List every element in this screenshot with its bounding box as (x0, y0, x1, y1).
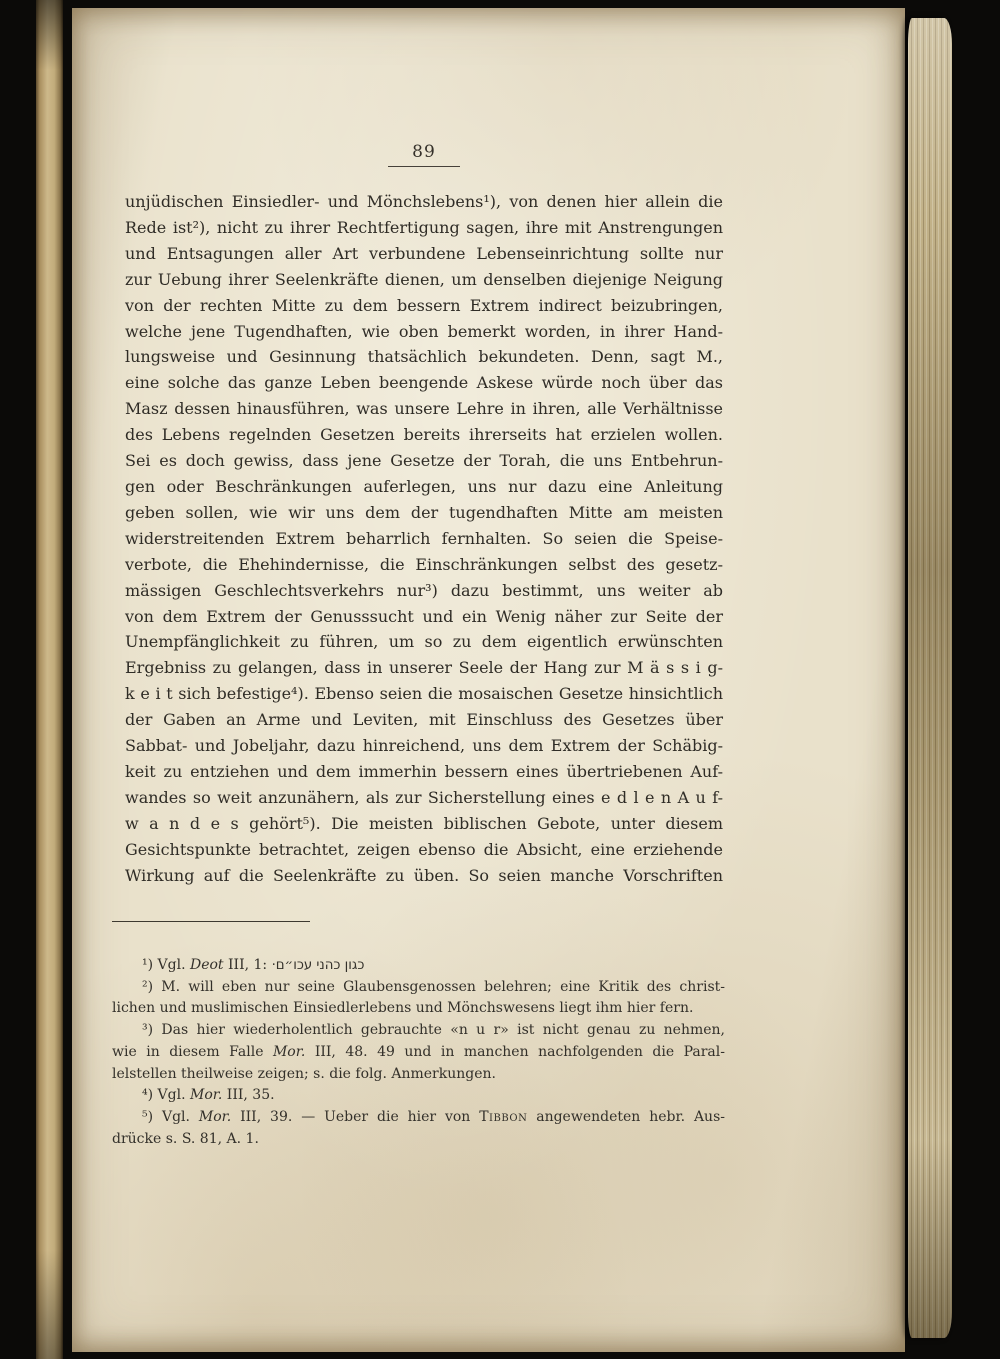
text-line: Masz dessen hinausführen, was unsere Lehre in ihren, alle Verhältnisse (125, 399, 723, 419)
page-number-value: 89 (388, 142, 460, 167)
text-line: eine solche das ganze Leben beengende Askese würde noch über das (125, 373, 723, 393)
text-line: w a n d e s gehört⁵). Die meisten biblischen Gebote, unter diesem (125, 813, 723, 833)
footnote-line: ⁴) Vgl. Mor. III, 35. (142, 1087, 275, 1104)
body-text (125, 189, 723, 888)
text-line: zur Uebung ihrer Seelenkräfte dienen, um denselben diejenige Neigung (125, 269, 723, 289)
page-number (125, 142, 723, 167)
text-line: Gesichtspunkte betrachtet, zeigen ebenso die Absicht, eine erziehende (125, 839, 723, 859)
text-line: gen oder Beschränkungen auferlegen, uns nur dazu eine Anleitung (125, 476, 723, 496)
text-line: Sabbat- und Jobeljahr, dazu hinreichend, uns dem Extrem der Schäbig- (125, 736, 723, 756)
footnote-line: ¹) Vgl. Deot III, 1: כגון כהני עכו״ם· (142, 957, 365, 973)
footnote-line: ²) M. will eben nur seine Glaubensgenossen belehren; eine Kritik des christ- (142, 978, 725, 995)
text-line: keit zu entziehen und dem immerhin bessern eines übertriebenen Auf- (125, 761, 723, 781)
footnote-line: lelstellen theilweise zeigen; s. die folg. Anmerkungen. (112, 1065, 496, 1082)
text-line: der Gaben an Arme und Leviten, mit Einschluss des Gesetzes über (125, 710, 723, 730)
text-line: von der rechten Mitte zu dem bessern Extrem indirect beizubringen, (125, 295, 723, 315)
footnote-line: ⁵) Vgl. Mor. III, 39. — Ueber die hier von Tibbon angewendeten hebr. Aus- (142, 1108, 725, 1125)
text-line: Rede ist²), nicht zu ihrer Rechtfertigung sagen, ihre mit Anstrengungen (125, 217, 723, 237)
text-line: unjüdischen Einsiedler- und Mönchslebens¹), von denen hier allein die (125, 192, 723, 211)
footnote-line: wie in diesem Falle Mor. III, 48. 49 und in manchen nachfolgenden die Paral- (112, 1043, 725, 1060)
text-line: von dem Extrem der Genusssucht und ein Wenig näher zur Seite der (125, 606, 723, 626)
text-line: geben sollen, wie wir uns dem der tugendhaften Mitte am meisten (125, 502, 723, 522)
text-line: lungsweise und Gesinnung thatsächlich bekundeten. Denn, sagt M., (125, 347, 723, 367)
page-edge-stack (908, 18, 952, 1338)
footnote-line: drücke s. S. 81, A. 1. (112, 1130, 259, 1147)
text-line: verbote, die Ehehindernisse, die Einschränkungen selbst des gesetz- (125, 554, 723, 574)
text-line: Sei es doch gewiss, dass jene Gesetze der Torah, die uns Entbehrun- (125, 451, 723, 471)
adjacent-page-edge (36, 0, 63, 1359)
text-line: Unempfänglichkeit zu führen, um so zu dem eigentlich erwünschten (125, 632, 723, 652)
footnote-separator (112, 921, 310, 922)
footnote-line: lichen und muslimischen Einsiedlerlebens und Mönchswesens liegt ihm hier fern. (112, 1000, 694, 1017)
text-line: wandes so weit anzunähern, als zur Sicherstellung eines e d l e n A u f- (125, 787, 723, 807)
text-line: des Lebens regelnden Gesetzen bereits ihrerseits hat erzielen wollen. (125, 425, 723, 445)
text-line: widerstreitenden Extrem beharrlich fernhalten. So seien die Speise- (125, 528, 723, 548)
text-line: Wirkung auf die Seelenkräfte zu üben. So seien manche Vorschriften (125, 865, 723, 885)
text-line: mässigen Geschlechtsverkehrs nur³) dazu bestimmt, uns weiter ab (125, 580, 723, 600)
text-line: k e i t sich befestige⁴). Ebenso seien die mosaischen Gesetze hinsichtlich (125, 684, 723, 704)
book-page (72, 8, 905, 1352)
text-line: und Entsagungen aller Art verbundene Lebenseinrichtung sollte nur (125, 243, 723, 263)
text-line: welche jene Tugendhaften, wie oben bemerkt worden, in ihrer Hand- (125, 321, 723, 341)
hebrew-phrase: כגון כהני עכו״ם· (271, 958, 365, 973)
footnote-line: ³) Das hier wiederholentlich gebrauchte «n u r» ist nicht genau zu nehmen, (142, 1022, 725, 1039)
text-line: Ergebniss zu gelangen, dass in unserer Seele der Hang zur M ä s s i g- (125, 658, 723, 678)
footnotes (112, 955, 725, 1150)
